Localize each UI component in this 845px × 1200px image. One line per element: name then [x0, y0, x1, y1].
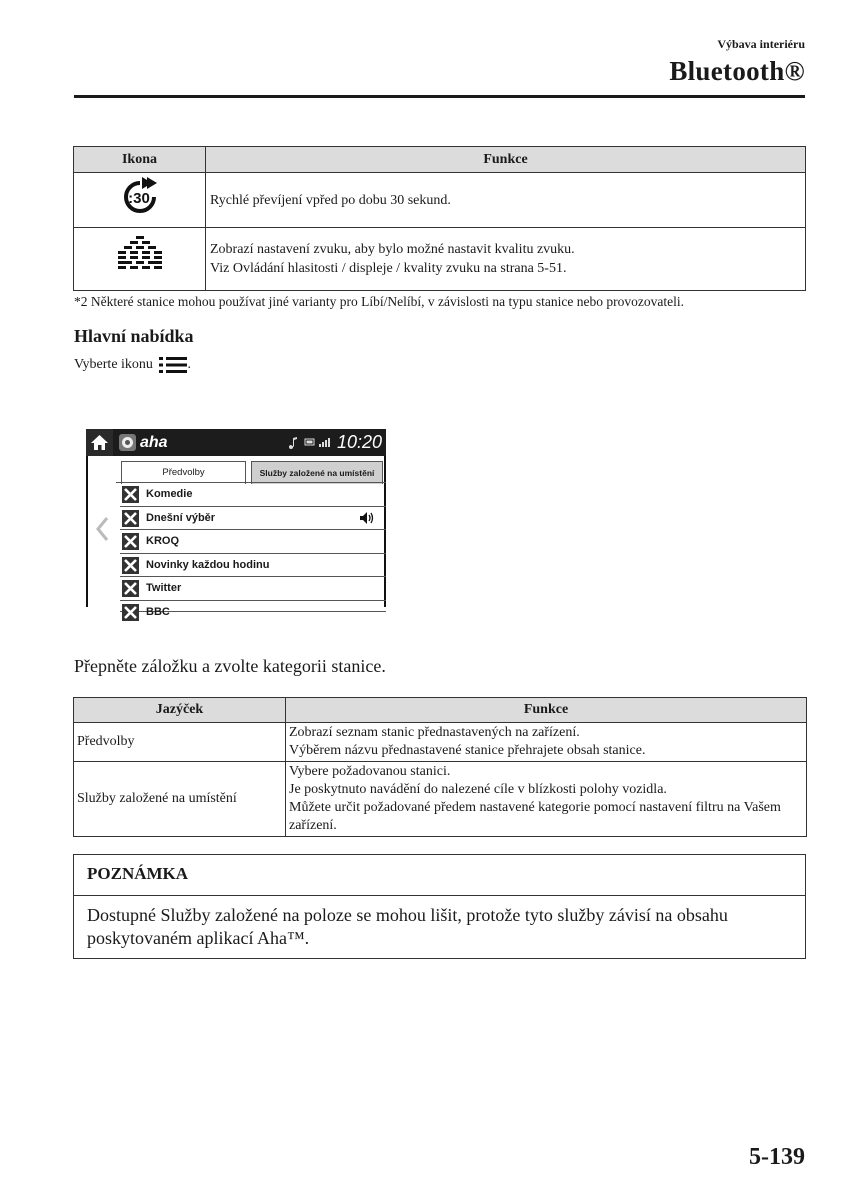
- function-cell: Rychlé převíjení vpřed po dobu 30 sekund.: [206, 173, 806, 228]
- screen-body: [88, 456, 384, 618]
- station-name: Komedie: [146, 488, 193, 500]
- instruction-end: .: [187, 357, 191, 373]
- chapter-title: Bluetooth®: [669, 56, 805, 86]
- station-name: Dnešní výběr: [146, 511, 216, 524]
- table-row: [74, 173, 806, 228]
- status-bar: [86, 429, 386, 456]
- section-label: Výbava interiéru: [717, 37, 805, 51]
- station-name: BBC: [146, 605, 170, 618]
- note-text: Dostupné Služby založené na poloze se mohou lišit, protože tyto služby závisí na obsahu poskytovaném aplikací Aha™.: [87, 905, 728, 948]
- app-title: aha: [140, 434, 168, 451]
- head-unit-screen: [86, 429, 386, 618]
- table-row: [74, 228, 806, 291]
- chevron-left-icon[interactable]: [95, 516, 109, 542]
- function-cell: [206, 228, 806, 291]
- section-heading: Hlavní nabídka: [74, 326, 194, 346]
- delete-station-icon[interactable]: [122, 510, 139, 527]
- clock: 10:20: [336, 432, 382, 452]
- station-item[interactable]: [120, 554, 386, 578]
- column-header-function: Funkce: [206, 147, 806, 173]
- page-number: 5-139: [749, 1144, 805, 1170]
- function-cell: [286, 723, 807, 762]
- tab-location-services[interactable]: Služby založené na umístění: [251, 461, 383, 484]
- signal-status-icons: [289, 436, 333, 448]
- station-item[interactable]: [120, 483, 386, 507]
- station-name: KROQ: [146, 535, 179, 547]
- column-header-icon: Ikona: [74, 147, 206, 173]
- table-header-row: [74, 698, 807, 723]
- delete-station-icon[interactable]: [122, 486, 139, 503]
- station-item[interactable]: [120, 507, 386, 531]
- function-line: Výběrem názvu přednastavené stanice přehrajete obsah stanice.: [289, 743, 646, 758]
- table-header-row: [74, 147, 806, 173]
- delete-station-icon[interactable]: [122, 533, 139, 550]
- aha-logo-icon: [119, 434, 136, 451]
- footnote: *2 Některé stanice mohou používat jiné varianty pro Líbí/Nelíbí, v závislosti na typu stanice nebo provozovateli.: [74, 294, 684, 309]
- function-line: Je poskytnuto navádění do nalezené cíle v blízkosti polohy vozidla.: [289, 782, 667, 797]
- now-playing-speaker-icon: [360, 512, 374, 524]
- function-cell: [286, 762, 807, 837]
- equalizer-icon: [116, 236, 164, 276]
- function-line: Můžete určit požadované předem nastavené kategorie pomocí nastavení filtru na Vašem zařízení.: [289, 800, 781, 833]
- skip-forward-30-icon: [120, 177, 160, 217]
- note-box: [73, 854, 806, 959]
- header-rule: [74, 95, 805, 98]
- tab-cell: Služby založené na umístění: [74, 762, 286, 837]
- icon-cell: [74, 173, 206, 228]
- function-line: Viz Ovládání hlasitosti / displeje / kvality zvuku na strana 5-51.: [210, 261, 567, 276]
- home-icon: [86, 429, 113, 456]
- tab-cell: Předvolby: [74, 723, 286, 762]
- icon-cell: [74, 228, 206, 291]
- note-title: POZNÁMKA: [87, 864, 189, 883]
- column-header-function: Funkce: [286, 698, 807, 723]
- station-item[interactable]: [120, 530, 386, 554]
- station-list: [120, 483, 386, 618]
- note-header: [74, 855, 805, 896]
- tab-presets[interactable]: Předvolby: [121, 461, 246, 484]
- function-line: Vybere požadovanou stanici.: [289, 764, 451, 779]
- instruction-text: [74, 357, 191, 373]
- table-row: [74, 762, 807, 837]
- icon-function-table: [73, 146, 806, 291]
- station-item[interactable]: [120, 601, 386, 618]
- station-name: Twitter: [146, 582, 182, 594]
- table-row: [74, 723, 807, 762]
- list-menu-icon: [159, 357, 187, 373]
- column-header-tab: Jazýček: [74, 698, 286, 723]
- switch-instruction: Přepněte záložku a zvolte kategorii stanice.: [74, 656, 386, 676]
- delete-station-icon[interactable]: [122, 604, 139, 621]
- station-item[interactable]: [120, 577, 386, 601]
- skip-forward-30-label: :30: [127, 190, 150, 207]
- tab-function-table: [73, 697, 807, 837]
- delete-station-icon[interactable]: [122, 557, 139, 574]
- function-line: Zobrazí nastavení zvuku, aby bylo možné nastavit kvalitu zvuku.: [210, 242, 575, 257]
- station-name: Novinky každou hodinu: [146, 558, 270, 571]
- home-button[interactable]: [86, 429, 113, 456]
- delete-station-icon[interactable]: [122, 580, 139, 597]
- function-line: Zobrazí seznam stanic přednastavených na zařízení.: [289, 725, 580, 740]
- instruction-label: Vyberte ikonu: [74, 357, 153, 373]
